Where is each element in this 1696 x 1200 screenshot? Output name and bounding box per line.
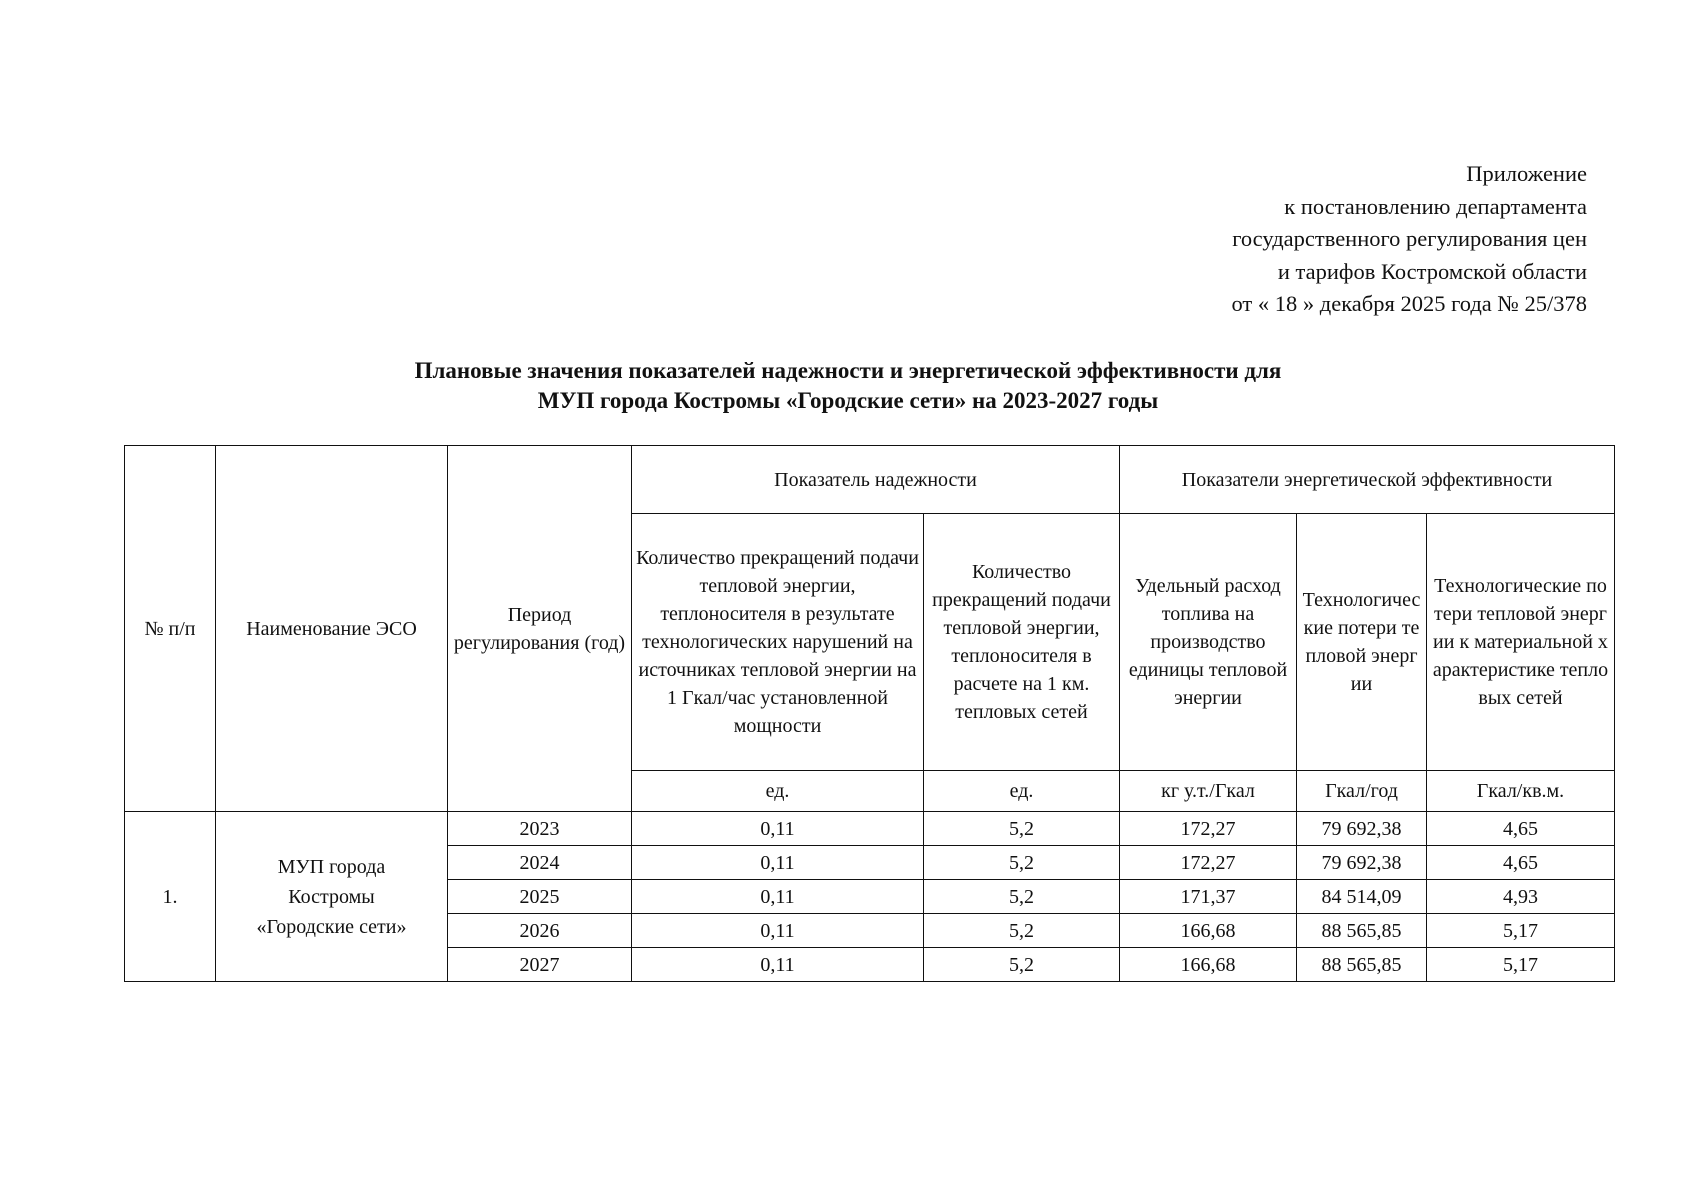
header-col-fuel-rate: Удельный расход топлива на производство единицы тепловой энергии [1120, 514, 1297, 771]
table-row [125, 812, 1615, 846]
appendix-line: от « 18 » декабря 2025 года № 25/378 [1231, 291, 1587, 316]
appendix-line: к постановлению департамента [1284, 193, 1587, 219]
value-cell: 5,2 [924, 880, 1120, 914]
header-period: Период регулирования (год) [448, 446, 632, 812]
value-cell: 172,27 [1120, 846, 1297, 880]
header-reliability-group: Показатель надежности [632, 446, 1120, 514]
value-cell: 171,37 [1120, 880, 1297, 914]
appendix-line: и тарифов Костромской области [1277, 258, 1587, 284]
year-cell: 2026 [448, 914, 632, 948]
value-cell: 0,11 [632, 914, 924, 948]
value-cell: 88 565,85 [1297, 914, 1427, 948]
header-col-outages-sources: Количество прекращений подачи тепловой энергии, теплоносителя в результате технологических нарушений на источниках тепловой энергии на 1 Гкал/час установленной мощности [632, 514, 924, 771]
unit-cell: Гкал/год [1297, 771, 1427, 812]
value-cell: 0,11 [632, 846, 924, 880]
value-cell: 166,68 [1120, 948, 1297, 982]
value-cell: 0,11 [632, 812, 924, 846]
value-cell: 5,2 [924, 846, 1120, 880]
title-line-1: Плановые значения показателей надежности и энергетической эффективности для [414, 358, 1282, 383]
appendix-line: государственного регулирования цен [1232, 226, 1587, 251]
value-cell: 5,2 [924, 812, 1120, 846]
value-cell: 84 514,09 [1297, 880, 1427, 914]
year-cell: 2023 [448, 812, 632, 846]
value-cell: 0,11 [632, 880, 924, 914]
header-col-outages-networks: Количество прекращений подачи тепловой энергии, теплоносителя в расчете на 1 км. тепловых сетей [924, 514, 1120, 771]
value-cell: 172,27 [1120, 812, 1297, 846]
unit-cell: ед. [924, 771, 1120, 812]
value-cell: 166,68 [1120, 914, 1297, 948]
row-number: 1. [125, 812, 216, 982]
document-title [0, 356, 1696, 416]
title-line-2: МУП города Костромы «Городские сети» на 2023-2027 годы [537, 388, 1159, 413]
value-cell: 5,2 [924, 948, 1120, 982]
appendix-block [1231, 158, 1587, 321]
year-cell: 2024 [448, 846, 632, 880]
unit-cell: ед. [632, 771, 924, 812]
header-col-heat-losses: Технологические потери тепловой энергии [1297, 514, 1427, 771]
header-num: № п/п [125, 446, 216, 812]
value-cell: 0,11 [632, 948, 924, 982]
value-cell: 4,65 [1427, 846, 1615, 880]
indicators-table [124, 445, 1615, 982]
header-name: Наименование ЭСО [216, 446, 448, 812]
appendix-line: Приложение [1466, 161, 1587, 186]
header-efficiency-group: Показатели энергетической эффективности [1120, 446, 1615, 514]
organization-name: МУП города Костромы «Городские сети» [216, 812, 448, 982]
value-cell: 4,65 [1427, 812, 1615, 846]
value-cell: 5,17 [1427, 948, 1615, 982]
value-cell: 5,2 [924, 914, 1120, 948]
value-cell: 79 692,38 [1297, 812, 1427, 846]
header-col-losses-per-area: Технологические потери тепловой энергии к материальной характеристике тепловых сетей [1427, 514, 1615, 771]
value-cell: 4,93 [1427, 880, 1615, 914]
value-cell: 79 692,38 [1297, 846, 1427, 880]
year-cell: 2025 [448, 880, 632, 914]
value-cell: 88 565,85 [1297, 948, 1427, 982]
unit-cell: кг у.т./Гкал [1120, 771, 1297, 812]
value-cell: 5,17 [1427, 914, 1615, 948]
header-row-groups [125, 446, 1615, 514]
unit-cell: Гкал/кв.м. [1427, 771, 1615, 812]
year-cell: 2027 [448, 948, 632, 982]
